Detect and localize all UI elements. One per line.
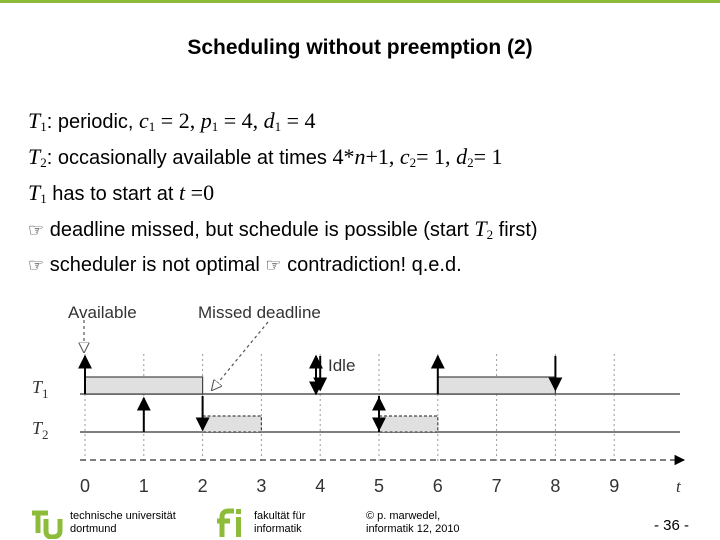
slide-title: Scheduling without preemption (2) bbox=[187, 36, 533, 59]
missed-deadline-pointer bbox=[212, 322, 268, 390]
top-accent-line bbox=[0, 0, 720, 3]
t2-execution-block bbox=[379, 416, 438, 432]
pointing-hand-icon: ☞ bbox=[28, 220, 45, 241]
missed-deadline-label: Missed deadline bbox=[198, 303, 321, 322]
line-deadline-missed: ☞ deadline missed, but schedule is possible (start $T_2$ first) bbox=[28, 216, 538, 242]
footer-copyright: © p. marwedel, informatik 12, 2010 bbox=[366, 510, 460, 535]
tick-label: 2 bbox=[197, 476, 208, 496]
tick-label: 0 bbox=[79, 476, 91, 496]
t1-lane-label: $T_1$ bbox=[32, 377, 49, 401]
page-number: - 36 - bbox=[654, 517, 690, 534]
idle-label: Idle bbox=[328, 356, 356, 375]
line-t2-params: $T_2$: occasionally available at times 4*n+1, $c_2= 1$, $d_2= 1$ bbox=[28, 144, 503, 170]
t2-execution-block bbox=[203, 416, 262, 432]
footer-faculty: fakultät für informatik bbox=[254, 510, 306, 535]
t1-execution-block bbox=[85, 377, 203, 394]
t2-lane-label: $T_2$ bbox=[32, 418, 49, 442]
footer-university: technische universität dortmund bbox=[70, 510, 176, 535]
tick-label: 4 bbox=[315, 476, 326, 496]
bullet-list bbox=[28, 106, 708, 281]
line-not-optimal: ☞ scheduler is not optimal ☞ contradiction! q.e.d. bbox=[28, 254, 462, 276]
fi-logo-icon bbox=[214, 507, 246, 539]
t1-execution-block bbox=[438, 377, 556, 394]
line-t1-start: $T_1$ has to start at t =0 bbox=[28, 180, 215, 206]
schedule-diagram bbox=[0, 290, 720, 500]
tu-logo-icon bbox=[30, 507, 64, 539]
line-t1-params: $T_1$: periodic, $c_1 = 2$, $p_1 = 4$, $d_1 = 4$ bbox=[28, 108, 316, 134]
tick-label: 5 bbox=[373, 476, 385, 496]
tick-label: 9 bbox=[609, 476, 620, 496]
tick-label: 3 bbox=[256, 476, 267, 496]
tick-label: 7 bbox=[491, 476, 502, 496]
tick-labels bbox=[80, 476, 619, 496]
footer bbox=[0, 505, 720, 540]
pointing-hand-icon: ☞ bbox=[265, 255, 282, 276]
time-axis-label: t bbox=[676, 477, 681, 496]
pointing-hand-icon: ☞ bbox=[28, 255, 45, 276]
available-label: Available bbox=[68, 303, 137, 322]
tick-label: 1 bbox=[138, 476, 149, 496]
tick-label: 6 bbox=[432, 476, 443, 496]
tick-label: 8 bbox=[550, 476, 561, 496]
